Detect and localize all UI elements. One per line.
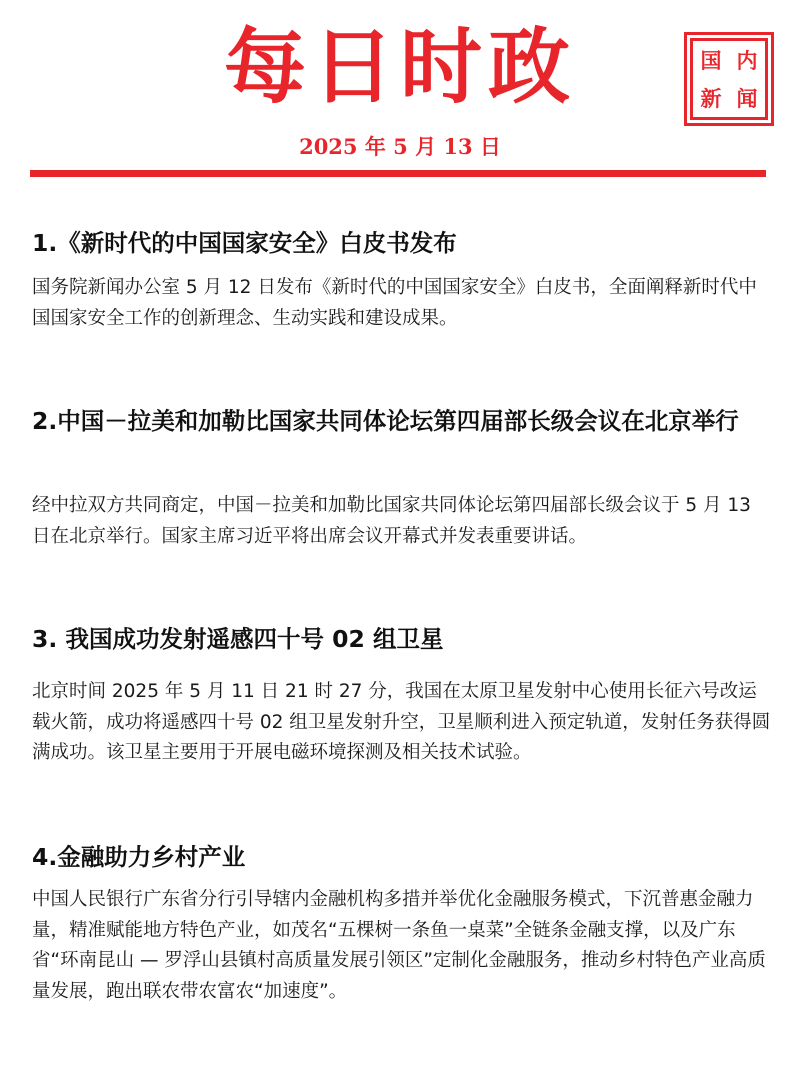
seal-char: 新 bbox=[700, 85, 722, 111]
page-title: 每日时政 bbox=[223, 20, 576, 115]
article-body: 国务院新闻办公室 5 月 12 日发布《新时代的中国国家安全》白皮书，全面阐释新时代中国国家安全工作的创新理念、生动实践和建设成果。 bbox=[32, 277, 757, 329]
article-title: 1.《新时代的中国国家安全》白皮书发布 bbox=[32, 229, 457, 257]
seal-char: 闻 bbox=[736, 85, 758, 111]
article-title: 2.中国－拉美和加勒比国家共同体论坛第四届部长级会议在北京举行 bbox=[32, 407, 739, 435]
domestic-news-seal bbox=[690, 38, 768, 120]
article-body: 经中拉双方共同商定，中国－拉美和加勒比国家共同体论坛第四届部长级会议于 5 月 13 日在北京举行。国家主席习近平将出席会议开幕式并发表重要讲话。 bbox=[32, 495, 751, 547]
article-title: 3. 我国成功发射遥感四十号 02 组卫星 bbox=[32, 625, 444, 653]
article-title: 4.金融助力乡村产业 bbox=[32, 843, 246, 871]
article-body: 北京时间 2025 年 5 月 11 日 21 时 27 分，我国在太原卫星发射中心使用长征六号改运载火箭，成功将遥感四十号 02 组卫星发射升空，卫星顺利进入预定轨道，发射任务获得圆满成功。该卫星主要用于开展电磁环境探测及相关技术试验。 bbox=[32, 681, 771, 763]
issue-date: 2025 年 5 月 13 日 bbox=[299, 134, 501, 159]
header-divider bbox=[30, 170, 766, 177]
seal-char: 内 bbox=[736, 47, 758, 73]
article-body: 中国人民银行广东省分行引导辖内金融机构多措并举优化金融服务模式，下沉普惠金融力量，精准赋能地方特色产业，如茂名“五棵树一条鱼一桌菜”全链条金融支撑，以及广东省“环南昆山 — 罗浮山县镇村高质量发展引领区”定制化金融服务，推动乡村特色产业高质量发展，跑出联农带农富农“加速度”。 bbox=[32, 889, 766, 1002]
seal-char: 国 bbox=[700, 47, 722, 73]
